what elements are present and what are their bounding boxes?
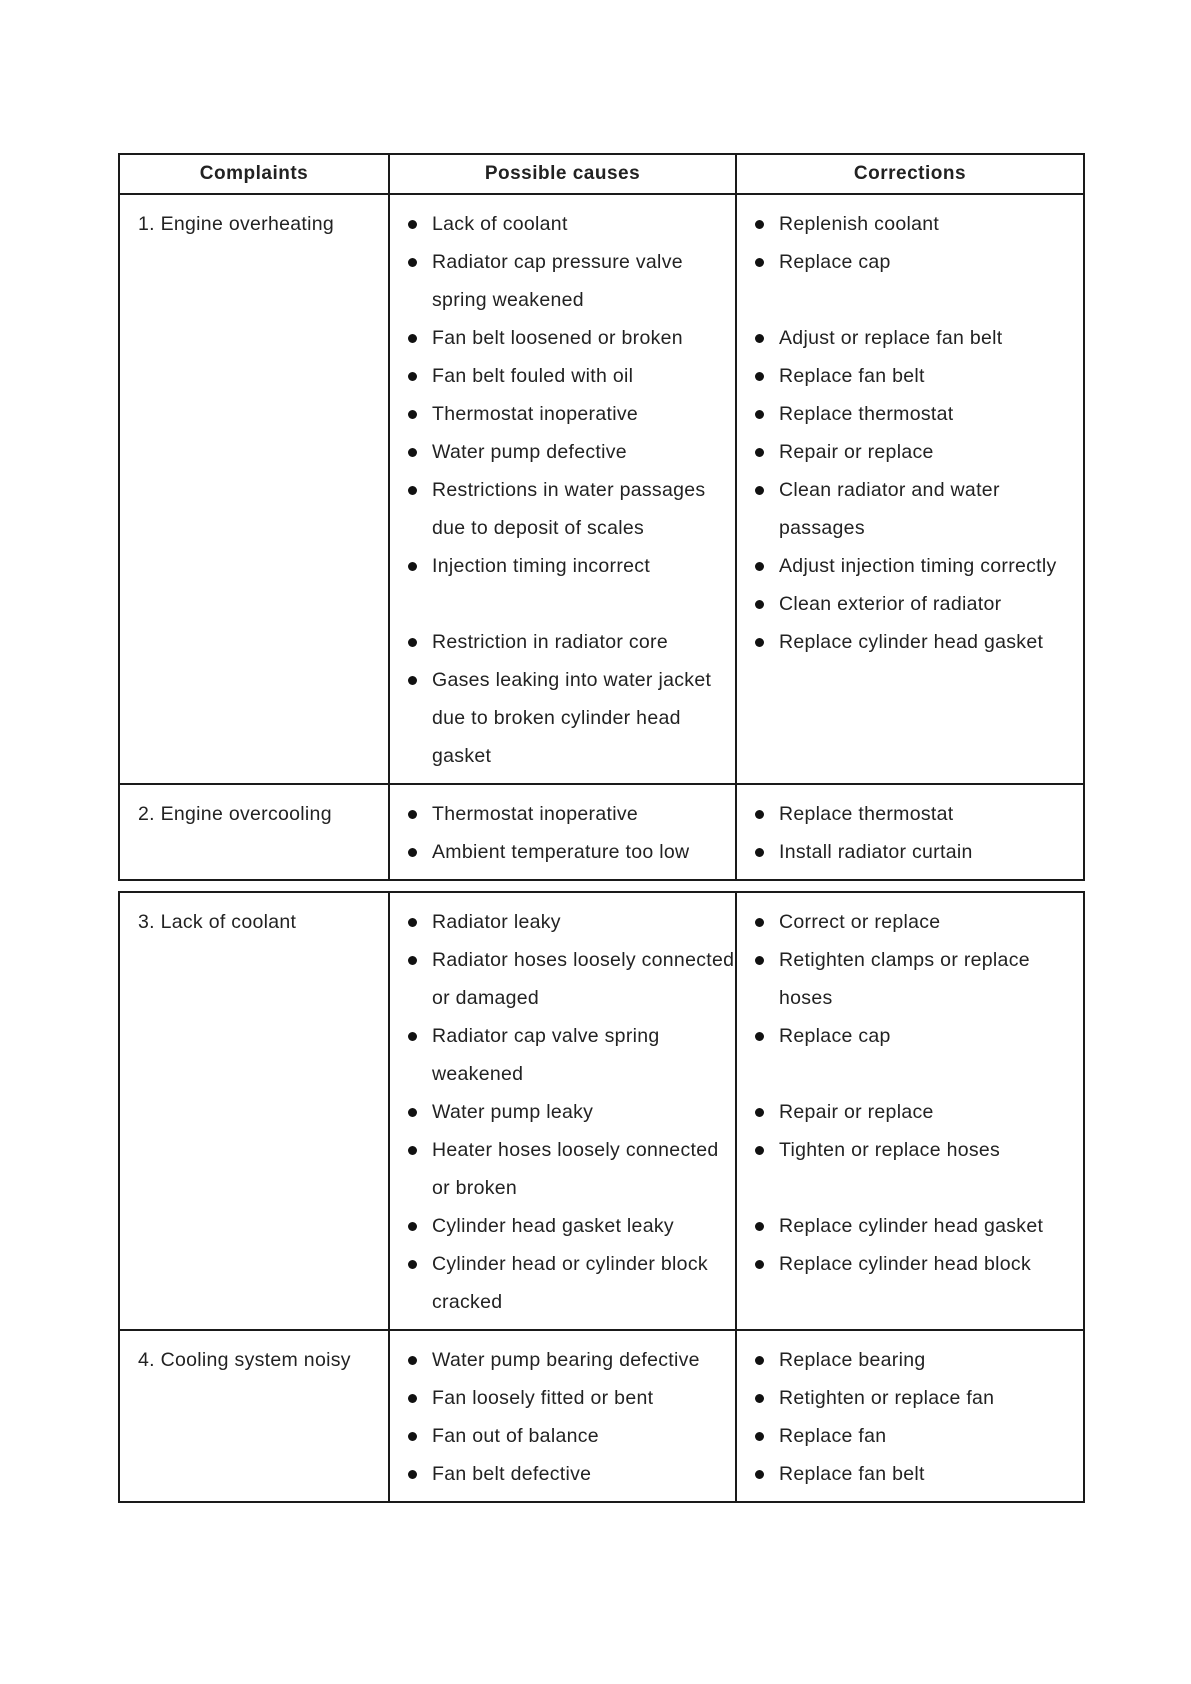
list-item xyxy=(737,585,1083,623)
cause-text: Radiator hoses loosely connected or damaged xyxy=(432,949,740,1009)
list-item xyxy=(737,1131,1083,1169)
list-item xyxy=(390,1341,735,1379)
bullet-icon xyxy=(408,448,417,457)
list-spacer xyxy=(737,1055,1083,1093)
bullet-icon xyxy=(755,1108,764,1117)
header-possible-causes: Possible causes xyxy=(389,154,736,194)
corrections-cell xyxy=(736,194,1084,784)
list-item xyxy=(390,433,735,471)
complaint-cell xyxy=(119,892,389,1330)
bullet-icon xyxy=(408,1146,417,1155)
list-item xyxy=(390,547,735,585)
list-item xyxy=(737,1379,1083,1417)
causes-cell xyxy=(389,1330,736,1502)
header-row xyxy=(119,154,1084,194)
list-item xyxy=(390,1207,735,1245)
bullet-icon xyxy=(408,1432,417,1441)
cause-text: Water pump leaky xyxy=(432,1101,594,1123)
bullet-icon xyxy=(408,1394,417,1403)
correction-text: Correct or replace xyxy=(779,911,941,933)
list-item xyxy=(390,471,735,547)
bullet-icon xyxy=(755,1146,764,1155)
causes-list xyxy=(390,195,735,783)
complaint-label: 4. Cooling system noisy xyxy=(138,1349,351,1371)
correction-text: Replace cylinder head gasket xyxy=(779,1215,1044,1237)
list-item xyxy=(737,243,1083,281)
correction-text: Tighten or replace hoses xyxy=(779,1139,1001,1161)
correction-text: Replace fan belt xyxy=(779,365,925,387)
bullet-icon xyxy=(755,918,764,927)
cause-text: Restrictions in water passages due to deposit of scales xyxy=(432,479,712,539)
list-item xyxy=(390,1131,735,1207)
corrections-cell xyxy=(736,892,1084,1330)
bullet-icon xyxy=(408,220,417,229)
bullet-icon xyxy=(408,562,417,571)
causes-cell xyxy=(389,784,736,880)
list-item xyxy=(737,1017,1083,1055)
bullet-icon xyxy=(755,410,764,419)
complaint-cell xyxy=(119,1330,389,1502)
causes-list xyxy=(390,893,740,1329)
cause-text: Radiator cap pressure valve spring weakened xyxy=(432,251,689,311)
correction-text: Adjust or replace fan belt xyxy=(779,327,1003,349)
list-item xyxy=(737,623,1083,661)
cause-text: Heater hoses loosely connected or broken xyxy=(432,1139,725,1199)
bullet-icon xyxy=(755,600,764,609)
bullet-icon xyxy=(408,676,417,685)
bullet-icon xyxy=(755,334,764,343)
bullet-icon xyxy=(408,1470,417,1479)
correction-text: Replace cylinder head gasket xyxy=(779,631,1044,653)
bullet-icon xyxy=(755,1032,764,1041)
list-item xyxy=(390,205,735,243)
bullet-icon xyxy=(408,956,417,965)
causes-cell xyxy=(389,892,740,1330)
list-item xyxy=(737,903,1083,941)
complaint-label: 1. Engine overheating xyxy=(138,213,335,235)
table-row xyxy=(119,892,1084,1330)
bullet-icon xyxy=(755,220,764,229)
complaint-cell xyxy=(119,784,389,880)
list-item xyxy=(390,1017,735,1093)
bullet-icon xyxy=(408,1260,417,1269)
cause-text: Thermostat inoperative xyxy=(432,403,639,425)
list-item xyxy=(390,833,735,871)
cause-text: Gases leaking into water jacket due to broken cylinder head gasket xyxy=(432,669,717,767)
complaint-label: 2. Engine overcooling xyxy=(138,803,332,825)
list-item xyxy=(737,941,1083,1017)
corrections-list xyxy=(737,1331,1083,1501)
cause-text: Fan belt loosened or broken xyxy=(432,327,683,349)
correction-text: Replenish coolant xyxy=(779,213,940,235)
list-spacer xyxy=(390,585,735,623)
complaint-cell xyxy=(119,194,389,784)
correction-text: Replace thermostat xyxy=(779,403,954,425)
list-item xyxy=(737,795,1083,833)
cause-text: Fan belt defective xyxy=(432,1463,592,1485)
list-item xyxy=(390,1379,735,1417)
bullet-icon xyxy=(755,956,764,965)
bullet-icon xyxy=(755,1394,764,1403)
bullet-icon xyxy=(755,1432,764,1441)
list-item xyxy=(737,471,1083,547)
list-item xyxy=(390,941,740,1017)
table-row xyxy=(119,784,1084,880)
bullet-icon xyxy=(755,258,764,267)
cause-text: Ambient temperature too low xyxy=(432,841,690,863)
bullet-icon xyxy=(755,848,764,857)
cause-text: Radiator cap valve spring weakened xyxy=(432,1025,666,1085)
list-item xyxy=(737,1245,1083,1283)
correction-text: Repair or replace xyxy=(779,441,934,463)
troubleshooting-table xyxy=(118,153,1085,1503)
bullet-icon xyxy=(408,638,417,647)
correction-text: Replace cylinder head block xyxy=(779,1253,1031,1275)
cause-text: Fan loosely fitted or bent xyxy=(432,1387,654,1409)
cause-text: Water pump defective xyxy=(432,441,627,463)
list-item xyxy=(737,1417,1083,1455)
bullet-icon xyxy=(408,1356,417,1365)
causes-list xyxy=(390,1331,735,1501)
list-spacer xyxy=(737,281,1083,319)
cause-text: Thermostat inoperative xyxy=(432,803,639,825)
correction-text: Replace fan belt xyxy=(779,1463,925,1485)
correction-text: Retighten clamps or replace hoses xyxy=(779,949,1036,1009)
cause-text: Fan out of balance xyxy=(432,1425,599,1447)
bullet-icon xyxy=(408,486,417,495)
bullet-icon xyxy=(408,848,417,857)
list-item xyxy=(737,833,1083,871)
cause-text: Lack of coolant xyxy=(432,213,568,235)
bullet-icon xyxy=(408,410,417,419)
list-item xyxy=(390,661,735,775)
list-item xyxy=(390,395,735,433)
table-row xyxy=(119,1330,1084,1502)
correction-text: Replace cap xyxy=(779,1025,891,1047)
page-break-gap xyxy=(119,880,1084,892)
list-item xyxy=(737,547,1083,585)
bullet-icon xyxy=(755,1356,764,1365)
correction-text: Adjust injection timing correctly xyxy=(779,555,1057,577)
list-item xyxy=(390,357,735,395)
cause-text: Water pump bearing defective xyxy=(432,1349,700,1371)
causes-cell xyxy=(389,194,736,784)
bullet-icon xyxy=(755,372,764,381)
list-item xyxy=(390,623,735,661)
list-item xyxy=(737,1207,1083,1245)
bullet-icon xyxy=(755,810,764,819)
list-item xyxy=(390,1455,735,1493)
list-item xyxy=(390,1417,735,1455)
bullet-icon xyxy=(755,1260,764,1269)
correction-text: Clean exterior of radiator xyxy=(779,593,1002,615)
bullet-icon xyxy=(755,1470,764,1479)
bullet-icon xyxy=(408,334,417,343)
cause-text: Cylinder head or cylinder block cracked xyxy=(432,1253,714,1313)
cause-text: Radiator leaky xyxy=(432,911,561,933)
bullet-icon xyxy=(408,1108,417,1117)
cause-text: Cylinder head gasket leaky xyxy=(432,1215,674,1237)
bullet-icon xyxy=(755,562,764,571)
corrections-cell xyxy=(736,1330,1084,1502)
correction-text: Replace cap xyxy=(779,251,891,273)
cause-text: Injection timing incorrect xyxy=(432,555,651,577)
corrections-list xyxy=(737,893,1083,1291)
corrections-list xyxy=(737,195,1083,669)
complaint-label: 3. Lack of coolant xyxy=(138,911,297,933)
bullet-icon xyxy=(408,918,417,927)
correction-text: Install radiator curtain xyxy=(779,841,973,863)
correction-text: Repair or replace xyxy=(779,1101,934,1123)
correction-text: Replace fan xyxy=(779,1425,887,1447)
bullet-icon xyxy=(408,1032,417,1041)
list-item xyxy=(390,1093,735,1131)
bullet-icon xyxy=(755,448,764,457)
list-item xyxy=(737,395,1083,433)
causes-list xyxy=(390,785,735,879)
bullet-icon xyxy=(408,372,417,381)
list-item xyxy=(737,319,1083,357)
header-corrections: Corrections xyxy=(736,154,1084,194)
bullet-icon xyxy=(755,638,764,647)
list-item xyxy=(390,903,735,941)
list-item xyxy=(390,1245,735,1321)
cause-text: Fan belt fouled with oil xyxy=(432,365,634,387)
cause-text: Restriction in radiator core xyxy=(432,631,668,653)
correction-text: Retighten or replace fan xyxy=(779,1387,995,1409)
list-item xyxy=(737,1093,1083,1131)
list-spacer xyxy=(737,1169,1083,1207)
list-item xyxy=(390,795,735,833)
list-item xyxy=(737,433,1083,471)
list-item xyxy=(390,319,735,357)
corrections-cell xyxy=(736,784,1084,880)
table-row xyxy=(119,194,1084,784)
list-item xyxy=(737,205,1083,243)
bullet-icon xyxy=(408,258,417,267)
bullet-icon xyxy=(408,1222,417,1231)
list-item xyxy=(737,1341,1083,1379)
header-complaints: Complaints xyxy=(119,154,389,194)
correction-text: Replace thermostat xyxy=(779,803,954,825)
corrections-list xyxy=(737,785,1083,879)
bullet-icon xyxy=(755,486,764,495)
list-item xyxy=(737,1455,1083,1493)
bullet-icon xyxy=(408,810,417,819)
bullet-icon xyxy=(755,1222,764,1231)
correction-text: Clean radiator and water passages xyxy=(779,479,1006,539)
list-item xyxy=(737,357,1083,395)
correction-text: Replace bearing xyxy=(779,1349,926,1371)
list-item xyxy=(390,243,735,319)
